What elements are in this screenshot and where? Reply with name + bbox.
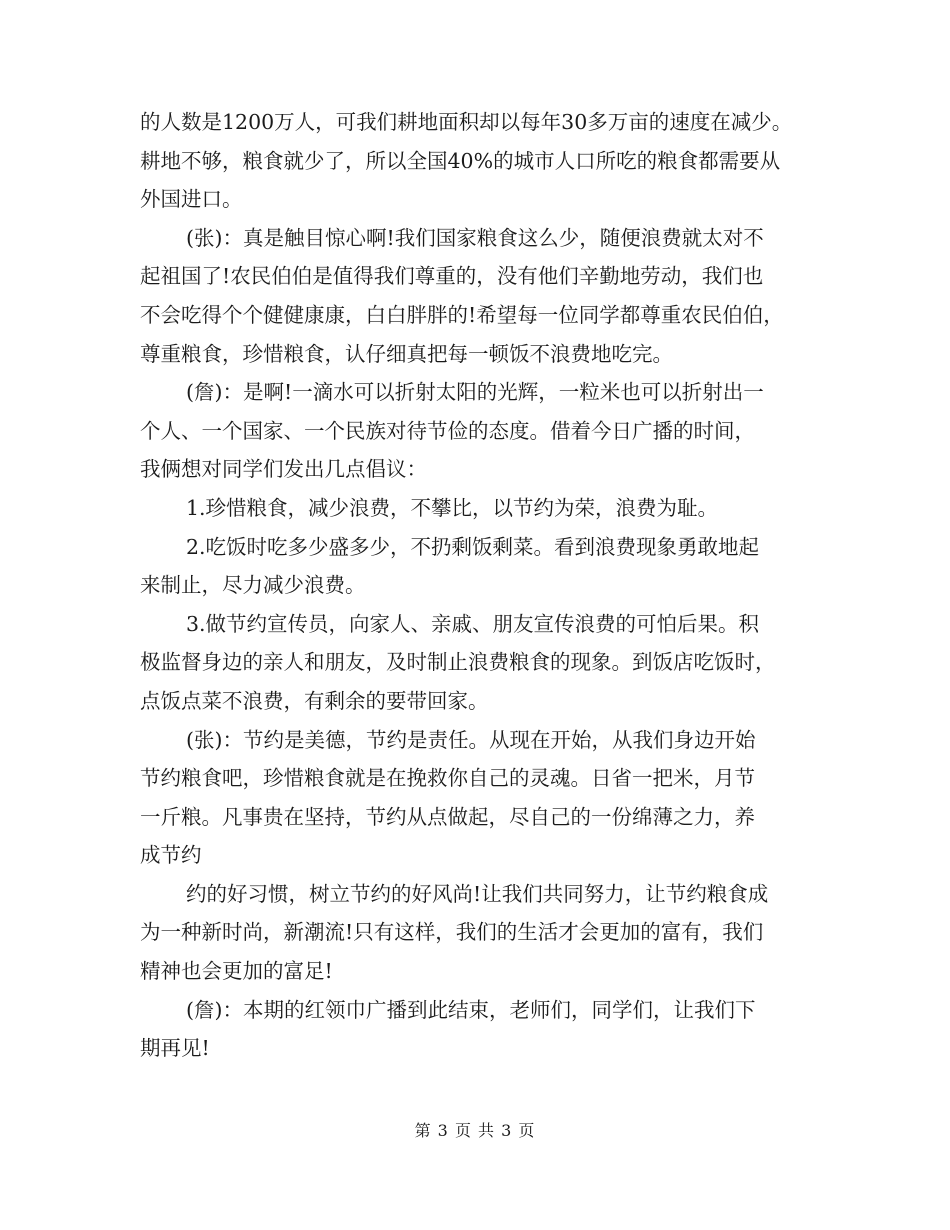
document-body (140, 103, 830, 1068)
page-footer: 第 3 页 共 3 页 (414, 1121, 536, 1140)
text-line: 来制止，尽力减少浪费。 (140, 573, 366, 598)
text-line: 为一种新时尚，新潮流!只有这样，我们的生活才会更加的富有，我们 (140, 920, 764, 945)
text-line: 1.珍惜粮食，减少浪费，不攀比，以节约为荣，浪费为耻。 (186, 495, 719, 520)
text-line: 成节约 (140, 843, 202, 868)
text-line: 期再见! (140, 1036, 210, 1061)
text-line: 一斤粮。凡事贵在坚持，节约从点做起，尽自己的一份绵薄之力，养 (140, 804, 755, 829)
text-line: 精神也会更加的富足! (140, 959, 333, 984)
text-line: 约的好习惯，树立节约的好风尚!让我们共同努力，让节约粮食成 (186, 881, 769, 906)
text-line: (詹)：本期的红领巾广播到此结束，老师们，同学们，让我们下 (186, 997, 756, 1022)
text-line: (张)：节约是美德，节约是责任。从现在开始，从我们身边开始 (186, 727, 756, 752)
text-line: 尊重粮食，珍惜粮食，认仔细真把每一顿饭不浪费地吃完。 (140, 341, 673, 366)
text-line: 节约粮食吧，珍惜粮食就是在挽救你自己的灵魂。日省一把米，月节 (140, 766, 755, 791)
text-line: 外国进口。 (140, 187, 243, 212)
text-line: 我俩想对同学们发出几点倡议： (140, 457, 427, 482)
text-line: 的人数是1200万人，可我们耕地面积却以每年30多万亩的速度在减少。 (140, 110, 793, 134)
text-line: 耕地不够，粮食就少了，所以全国40%的城市人口所吃的粮食都需要从 (140, 148, 781, 173)
text-line: (张)：真是触目惊心啊!我们国家粮食这么少，随便浪费就太对不 (186, 225, 764, 250)
text-line: 不会吃得个个健健康康，白白胖胖的!希望每一位同学都尊重农民伯伯， (140, 302, 784, 327)
text-line: 3.做节约宣传员，向家人、亲戚、朋友宣传浪费的可怕后果。积 (186, 611, 760, 636)
text-line: 2.吃饭时吃多少盛多少，不扔剩饭剩菜。看到浪费现象勇敢地起 (186, 534, 760, 559)
text-line: (詹)：是啊!一滴水可以折射太阳的光辉，一粒米也可以折射出一 (186, 380, 764, 405)
text-line: 极监督身边的亲人和朋友，及时制止浪费粮食的现象。到饭店吃饭时， (140, 650, 776, 675)
text-line: 点饭点菜不浪费，有剩余的要带回家。 (140, 688, 489, 713)
text-line: 起祖国了!农民伯伯是值得我们尊重的，没有他们辛勤地劳动，我们也 (140, 264, 764, 289)
text-line: 个人、一个国家、一个民族对待节俭的态度。借着今日广播的时间， (140, 418, 755, 443)
